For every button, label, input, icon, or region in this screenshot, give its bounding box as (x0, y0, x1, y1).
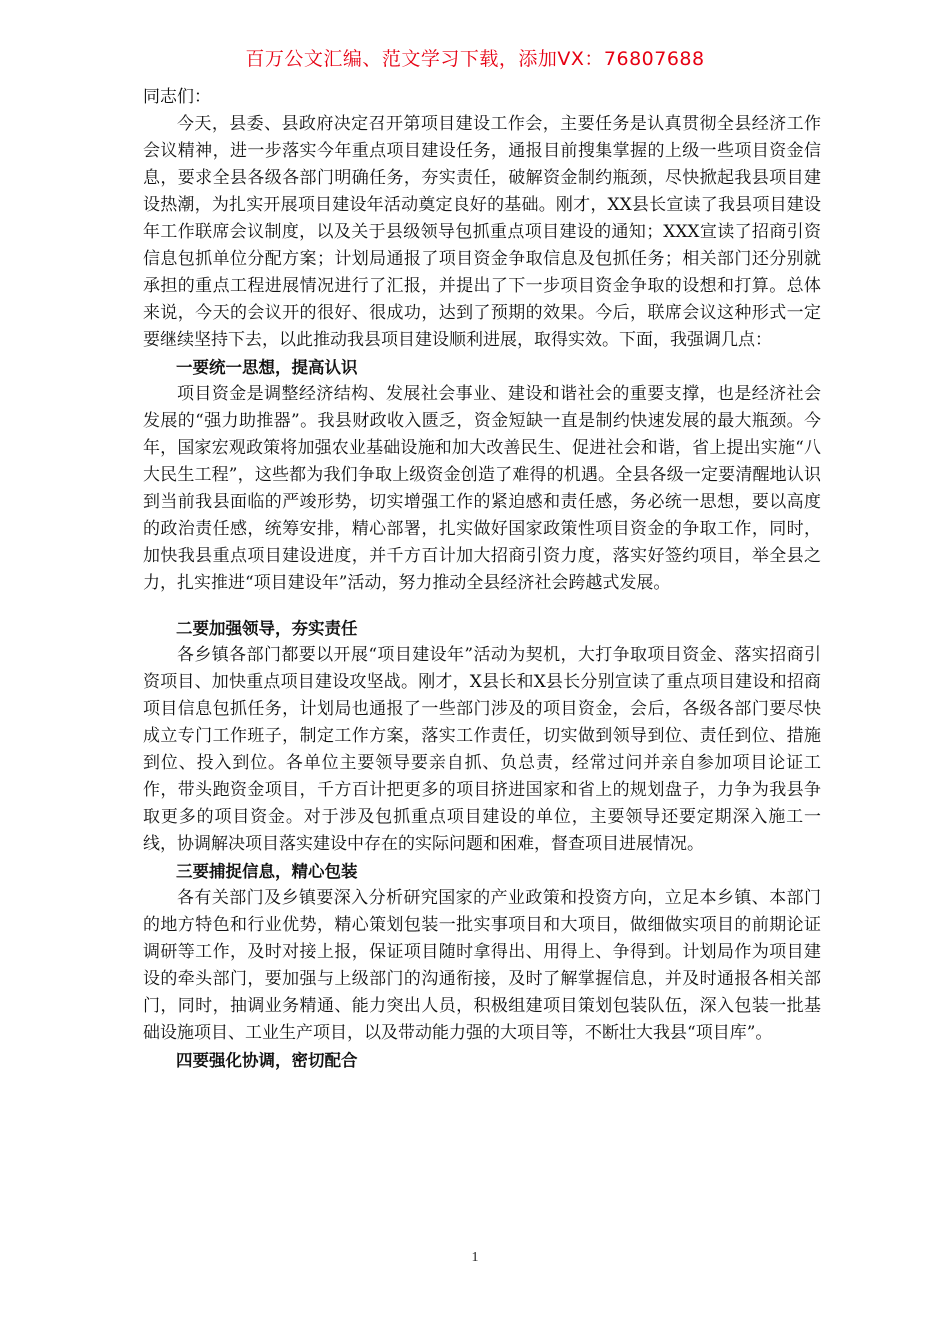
salutation: 同志们： (143, 87, 211, 107)
page-number: 1 (471, 1250, 479, 1265)
section-heading-1: 一要统一思想，提高认识 (176, 358, 358, 377)
section-body-3: 各有关部门及乡镇要深入分析研究国家的产业政策和投资方向，立足本乡镇、本部门的地方特色和行业优势，精心策划包装一批实事项目和大项目，做细做实项目的前期论证调研等工作，及时对接上报，保证项目随时拿得出、用得上、争得到。计划局作为项目建设的牵头部门，要加强与上级部门的沟通衔接，及时了解掌握信息，并及时通报各相关部门，同时，抽调业务精通、能力突出人员，积极组建项目策划包装队伍，深入包装一批基础设施项目、工业生产项目，以及带动能力强的大项目等，不断壮大我县“项目库”。 (143, 888, 821, 1043)
intro-paragraph: 今天，县委、县政府决定召开第项目建设工作会，主要任务是认真贯彻全县经济工作会议精神，进一步落实今年重点项目建设任务，通报目前搜集掌握的上级一些项目资金信息，要求全县各级各部门明确任务，夯实责任，破解资金制约瓶颈，尽快掀起我县项目建设热潮，为扎实开展项目建设年活动奠定良好的基础。刚才，XX县长宣读了我县项目建设年工作联席会议制度，以及关于县级领导包抓重点项目建设的通知；XXX宣读了招商引资信息包抓单位分配方案；计划局通报了项目资金争取信息及包抓任务；相关部门还分别就承担的重点工程进展情况进行了汇报，并提出了下一步项目资金争取的设想和打算。总体来说，今天的会议开的很好、很成功，达到了预期的效果。今后，联席会议这种形式一定要继续坚持下去，以此推动我县项目建设顺利进展，取得实效。下面，我强调几点： (143, 114, 821, 350)
section-heading-4: 四要强化协调，密切配合 (176, 1051, 358, 1070)
section-heading-3: 三要捕捉信息，精心包装 (176, 862, 358, 881)
section-body-2: 各乡镇各部门都要以开展“项目建设年”活动为契机，大打争取项目资金、落实招商引资项目、加快重点项目建设攻坚战。刚才，X县长和X县长分别宣读了重点项目建设和招商项目信息包抓任务，计划局也通报了一些部门涉及的项目资金，会后，各级各部门要尽快成立专门工作班子，制定工作方案，落实工作责任，切实做到领导到位、责任到位、措施到位、投入到位。各单位主要领导要亲自抓、负总责，经常过问并亲自参加项目论证工作，带头跑资金项目，千方百计把更多的项目挤进国家和省上的规划盘子，力争为我县争取更多的项目资金。对于涉及包抓重点项目建设的单位，主要领导还要定期深入施工一线，协调解决项目落实建设中存在的实际问题和困难，督查项目进展情况。 (143, 645, 821, 854)
header-banner: 百万公文汇编、范文学习下载，添加VX：76807688 (245, 48, 705, 70)
paragraph-gap (143, 597, 821, 615)
document-body (143, 84, 821, 1074)
section-heading-2: 二要加强领导，夯实责任 (176, 619, 358, 638)
section-body-1: 项目资金是调整经济结构、发展社会事业、建设和谐社会的重要支撑，也是经济社会发展的“强力助推器”。我县财政收入匮乏，资金短缺一直是制约快速发展的最大瓶颈。今年，国家宏观政策将加强农业基础设施和加大改善民生、促进社会和谐，省上提出实施“八大民生工程”，这些都为我们争取上级资金创造了难得的机遇。全县各级一定要清醒地认识到当前我县面临的严竣形势，切实增强工作的紧迫感和责任感，务必统一思想，要以高度的政治责任感，统筹安排，精心部署，扎实做好国家政策性项目资金的争取工作，同时，加快我县重点项目建设进度，并千方百计加大招商引资力度，落实好签约项目，举全县之力，扎实推进“项目建设年”活动，努力推动全县经济社会跨越式发展。 (143, 384, 821, 593)
